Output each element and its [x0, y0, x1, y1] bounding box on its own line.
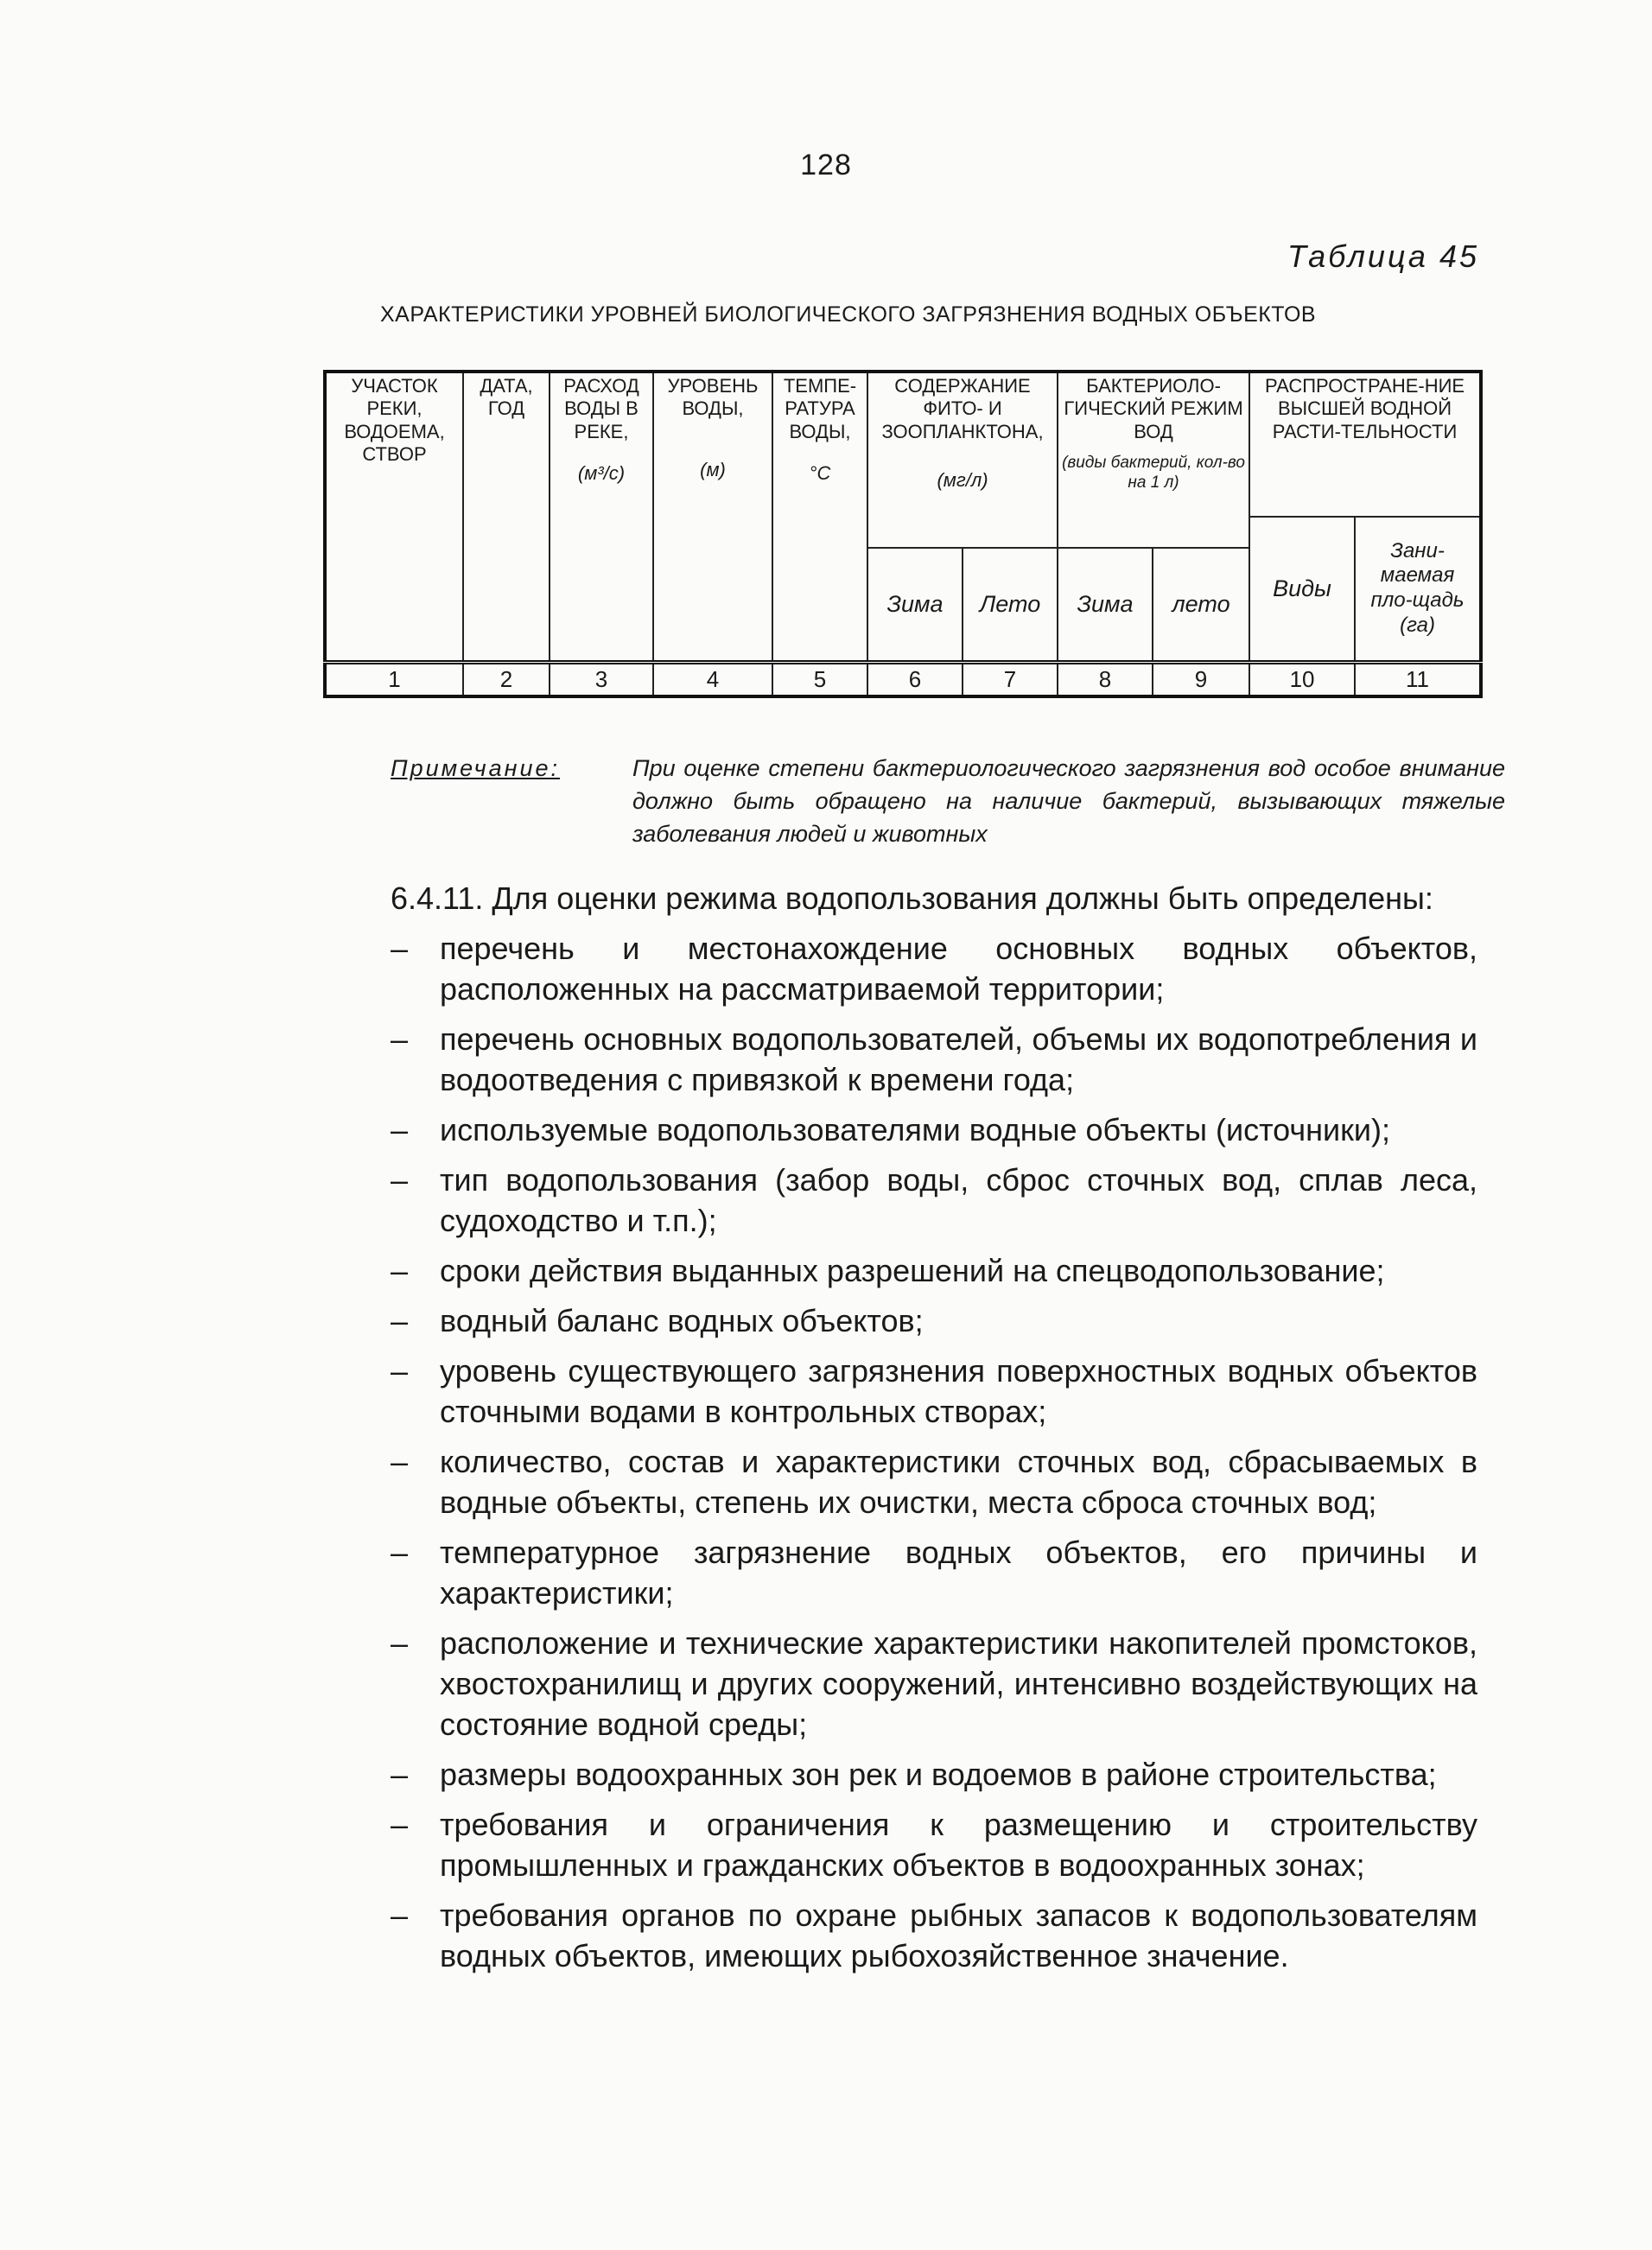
list-item — [391, 1351, 1477, 1432]
column-number: 10 — [1249, 662, 1355, 696]
header-plankton — [867, 372, 1058, 548]
header-flow — [550, 372, 653, 662]
list-item — [391, 928, 1477, 1009]
section-intro: 6.4.11. Для оценки режима водопользования должны быть определены: — [391, 880, 1433, 916]
list-item-text: тип водопользования (забор воды, сброс сточных вод, сплав леса, судоходство и т.п.); — [440, 1162, 1477, 1238]
column-number: 4 — [653, 662, 772, 696]
header-level — [653, 372, 772, 662]
header-flow-unit: (м³/с) — [577, 462, 626, 485]
section-6-4-11 — [391, 878, 1477, 1986]
header-level-unit: (м) — [700, 458, 726, 480]
list-item-text: температурное загрязнение водных объектов, его причины и характеристики; — [440, 1535, 1477, 1611]
header-date — [463, 372, 550, 662]
header-bacteria — [1058, 372, 1249, 548]
header-temperature-label: ТЕМПЕ-РАТУРА ВОДЫ, — [783, 375, 857, 442]
column-number-row — [325, 662, 1481, 696]
list-dash: – — [391, 1535, 409, 1570]
list-item — [391, 1300, 1477, 1341]
list-item — [391, 1754, 1477, 1795]
header-plankton-summer: Лето — [963, 548, 1058, 662]
header-temperature-unit: °С — [809, 462, 831, 485]
requirements-list — [391, 928, 1477, 1976]
list-dash: – — [391, 1444, 409, 1479]
header-area: Зани-маемая пло-щадь (га) — [1355, 517, 1481, 662]
list-dash: – — [391, 1162, 409, 1198]
list-item — [391, 1623, 1477, 1745]
column-number: 9 — [1153, 662, 1249, 696]
list-item — [391, 1019, 1477, 1100]
list-item — [391, 1441, 1477, 1522]
list-dash: – — [391, 1353, 409, 1389]
list-item — [391, 1895, 1477, 1976]
list-item-text: расположение и технические характеристики накопителей промстоков, хвостохранилищ и других сооружений, интенсивно воздействующих на состояние водной среды; — [440, 1625, 1477, 1742]
list-dash: – — [391, 1021, 409, 1057]
page-number: 128 — [800, 149, 852, 181]
header-section-label: УЧАСТОК РЕКИ, ВОДОЕМА, СТВОР — [344, 375, 445, 466]
column-number: 2 — [463, 662, 550, 696]
header-flow-label: РАСХОД ВОДЫ В РЕКЕ, — [563, 375, 639, 442]
list-item-text: уровень существующего загрязнения поверхностных водных объектов сточными водами в контрольных створах; — [440, 1353, 1477, 1429]
header-bacteria-label: БАКТЕРИОЛО-ГИЧЕСКИЙ РЕЖИМ ВОД — [1064, 375, 1243, 442]
note-text: При оценке степени бактериологического загрязнения вод особое внимание должно быть обращено на наличие бактерий, вызывающих тяжелые заболевания людей и животных — [632, 755, 1505, 847]
list-dash: – — [391, 1757, 409, 1792]
list-dash: – — [391, 1112, 409, 1147]
list-item — [391, 1532, 1477, 1613]
list-item — [391, 1160, 1477, 1241]
list-dash: – — [391, 931, 409, 966]
list-dash: – — [391, 1897, 409, 1933]
column-number: 7 — [963, 662, 1058, 696]
header-date-label: ДАТА, ГОД — [480, 375, 533, 420]
column-number: 5 — [772, 662, 867, 696]
list-dash: – — [391, 1253, 409, 1288]
header-section — [325, 372, 463, 662]
header-vegetation-label: РАСПРОСТРАНЕ-НИЕ ВЫСШЕЙ ВОДНОЙ РАСТИ-ТЕЛЬНОСТИ — [1264, 375, 1465, 442]
header-plankton-label: СОДЕРЖАНИЕ ФИТО- И ЗООПЛАНКТОНА, — [881, 375, 1044, 442]
list-dash: – — [391, 1625, 409, 1661]
list-dash: – — [391, 1807, 409, 1842]
list-item-text: количество, состав и характеристики сточных вод, сбрасываемых в водные объекты, степень их очистки, места сброса сточных вод; — [440, 1444, 1477, 1520]
list-item — [391, 1109, 1477, 1150]
header-plankton-winter: Зима — [867, 548, 963, 662]
list-item — [391, 1250, 1477, 1291]
list-item-text: сроки действия выданных разрешений на спецводопользование; — [440, 1253, 1385, 1288]
list-item — [391, 1804, 1477, 1885]
header-row-top — [325, 372, 1481, 517]
list-item-text: требования и ограничения к размещению и строительству промышленных и гражданских объектов в водоохранных зонах; — [440, 1807, 1477, 1883]
column-number: 3 — [550, 662, 653, 696]
column-number: 1 — [325, 662, 463, 696]
list-item-text: перечень и местонахождение основных водных объектов, расположенных на рассматриваемой территории; — [440, 931, 1477, 1007]
header-plankton-unit: (мг/л) — [937, 469, 988, 492]
header-bacteria-unit: (виды бактерий, кол-во на 1 л) — [1062, 454, 1245, 492]
table-title: ХАРАКТЕРИСТИКИ УРОВНЕЙ БИОЛОГИЧЕСКОГО ЗАГРЯЗНЕНИЯ ВОДНЫХ ОБЪЕКТОВ — [380, 302, 1317, 327]
header-bacteria-summer: лето — [1153, 548, 1249, 662]
note-label: Примечание: — [391, 755, 560, 781]
header-temperature — [772, 372, 867, 662]
header-vegetation — [1249, 372, 1481, 517]
list-item-text: размеры водоохранных зон рек и водоемов в районе строительства; — [440, 1757, 1437, 1792]
column-number: 6 — [867, 662, 963, 696]
header-bacteria-winter: Зима — [1058, 548, 1153, 662]
list-item-text: водный баланс водных объектов; — [440, 1303, 924, 1338]
list-item-text: требования органов по охране рыбных запасов к водопользователям водных объектов, имеющих рыбохозяйственное значение. — [440, 1897, 1477, 1974]
list-item-text: перечень основных водопользователей, объемы их водопотребления и водоотведения с привязкой к времени года; — [440, 1021, 1477, 1097]
column-number: 11 — [1355, 662, 1481, 696]
list-item-text: используемые водопользователями водные объекты (источники); — [440, 1112, 1391, 1147]
header-level-label: УРОВЕНЬ ВОДЫ, — [667, 375, 759, 420]
column-number: 8 — [1058, 662, 1153, 696]
pollution-levels-table — [323, 370, 1483, 698]
list-dash: – — [391, 1303, 409, 1338]
header-species: Виды — [1249, 517, 1355, 662]
table-label: Таблица 45 — [1287, 238, 1479, 274]
